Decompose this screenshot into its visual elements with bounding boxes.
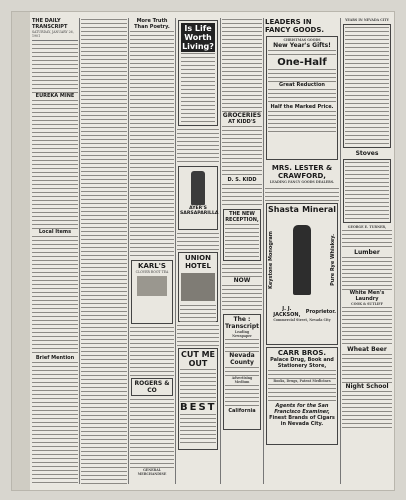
newspaper-page bbox=[12, 12, 394, 490]
palace-drug: Palace Drug, Book and Stationery Store, bbox=[270, 357, 334, 369]
cut-me-out-ad bbox=[178, 348, 218, 450]
stoves-heading: Stoves bbox=[355, 150, 379, 157]
lester-crawford: MRS. LESTER & CRAWFORD, bbox=[271, 164, 333, 180]
masthead-title: THE DAILY TRANSCRIPT bbox=[32, 18, 68, 30]
leading-dealers: LEADING FANCY GOODS DEALERS. bbox=[269, 180, 335, 184]
leaders-heading: LEADERS IN FANCY GOODS. bbox=[265, 18, 325, 34]
pure-rye-whiskey: Pure Rye Whiskey. bbox=[330, 234, 336, 286]
nevada-county: Nevada County bbox=[229, 352, 255, 366]
rogers-ad-title: ROGERS & CO bbox=[134, 380, 170, 394]
laundry-heading: White Men's Laundry bbox=[349, 290, 385, 302]
reception-ad bbox=[223, 209, 261, 261]
cut-me-out-title: CUT ME OUT bbox=[180, 350, 216, 368]
kidd-name: D. S. KIDD bbox=[227, 177, 257, 183]
column-6 bbox=[265, 18, 339, 484]
life-ad-title: Is Life Worth Living? bbox=[182, 24, 214, 51]
keystone-monogram: Keystone Monogram bbox=[268, 231, 274, 289]
page-gutter bbox=[12, 12, 30, 490]
turner-name: GEORGE E. TURNER, bbox=[347, 225, 387, 229]
column-3 bbox=[130, 18, 174, 484]
kidds-heading: AT KIDD'S bbox=[228, 119, 256, 125]
mineral-word: Mineral bbox=[302, 205, 336, 214]
kabis-illustration bbox=[137, 276, 167, 296]
column-2 bbox=[81, 18, 127, 484]
one-half: One-Half bbox=[277, 57, 327, 68]
whiskey-bottle-icon bbox=[293, 225, 311, 295]
ayers-title: AYER'S SARSAPARILLA bbox=[180, 206, 219, 216]
christmas-goods: CHRISTMAS GOODS bbox=[283, 38, 321, 42]
proprietor-label: Proprietor. bbox=[305, 309, 336, 315]
commercial-street: Commercial Street, Nevada City bbox=[273, 318, 331, 322]
sarsaparilla-bottle-icon bbox=[191, 171, 205, 205]
section-eureka: EUREKA MINE bbox=[35, 93, 75, 99]
years-heading: YEARS IN NEVADA CITY bbox=[345, 18, 389, 22]
new-years-gifts: New Year's Gifts! bbox=[273, 42, 331, 49]
section-local-items: Local Items bbox=[38, 229, 72, 235]
groceries-heading: GROCERIES bbox=[222, 112, 262, 119]
examiner-agents: Agents for the San Francisco Examiner, bbox=[274, 403, 330, 415]
shasta-mineral-ad bbox=[266, 203, 338, 345]
kabis-title: KARL'S bbox=[138, 262, 166, 270]
masthead-date: SATURDAY, JANUARY 26, 1901 bbox=[32, 30, 74, 38]
lumber-heading: Lumber bbox=[354, 249, 380, 256]
column-1 bbox=[32, 18, 78, 484]
carr-bros-ad bbox=[266, 347, 338, 445]
union-hotel-title: UNION HOTEL bbox=[185, 254, 211, 270]
leading-newspaper: Leading Newspaper bbox=[232, 330, 252, 338]
jackson-name: J. J. JACKSON, bbox=[273, 306, 301, 318]
half-marked-price: Half the Marked Price. bbox=[270, 104, 334, 110]
column-5 bbox=[222, 18, 262, 484]
general-merchandise: GENERAL MERCHANDISE bbox=[137, 468, 167, 476]
night-school: Night School bbox=[345, 383, 389, 390]
books-drugs: Books, Drugs, Patent Medicines bbox=[273, 379, 331, 383]
finest-cigars: Finest Brands of Cigars in Nevada City. bbox=[269, 415, 335, 427]
transcript-title: The : Transcript bbox=[225, 316, 260, 330]
great-reduction: Great Reduction bbox=[279, 82, 325, 88]
ayers-ad bbox=[178, 166, 218, 230]
carr-bros: CARR BROS. bbox=[277, 349, 327, 357]
transcript-ad bbox=[223, 314, 261, 430]
rogers-ad bbox=[131, 378, 173, 396]
nevada-city-ad bbox=[343, 24, 391, 148]
best-word: BEST bbox=[180, 402, 217, 413]
life-worth-living-ad bbox=[178, 20, 218, 126]
stoves-ad bbox=[343, 159, 391, 223]
advertising-medium: Advertising Medium bbox=[231, 376, 253, 384]
california-word: California bbox=[228, 408, 256, 414]
union-hotel-ad bbox=[178, 252, 218, 322]
cook-sutliff: COOK & SUTLIFF bbox=[351, 302, 383, 306]
wheat-beer: Wheat Beer bbox=[347, 346, 387, 353]
fancy-goods-ad bbox=[266, 36, 338, 160]
column-4 bbox=[177, 18, 219, 484]
column-7 bbox=[342, 18, 392, 484]
kabis-ad bbox=[131, 260, 173, 324]
section-brief-mention: Brief Mention bbox=[35, 355, 75, 361]
reception-title: THE NEW RECEPTION, bbox=[225, 211, 259, 223]
hotel-illustration bbox=[181, 273, 215, 301]
heading-more-truth: More Truth Than Poetry. bbox=[134, 18, 170, 30]
shasta-word: Shasta bbox=[268, 205, 299, 214]
kabis-subtitle: CLOVER ROOT TEA bbox=[135, 270, 169, 274]
now-word: NOW bbox=[233, 277, 251, 284]
